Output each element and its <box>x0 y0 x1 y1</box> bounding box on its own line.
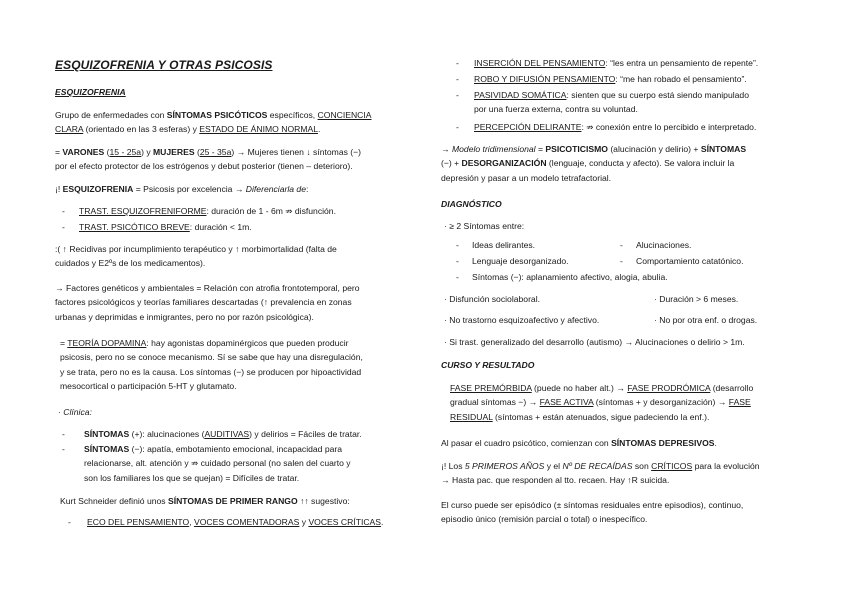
phases-paragraph: FASE PREMÓRBIDA (puede no haber alt.) → FASE PRODRÓMICA (desarrollo gradual síntomas −) → FASE ACTIVA (síntomas + y desorganización) → FASE RESIDUAL (síntomas + están atenuados, sigue padeciendo la enf.). <box>450 383 754 422</box>
dopamine-paragraph: = TEORÍA DOPAMINA: hay agonistas dopaminérgicos que pueden producir psicosis, pero no se conoce mecanismo. Sí se sabe que hay una disregulación, y se trata, pero no es la causa. Los síntomas (−) se producen por hipoactividad mesocortical o participación 5-HT y glutamato. <box>60 338 363 392</box>
section-heading-curso: CURSO Y RESULTADO <box>441 360 535 370</box>
section-heading-esquizofrenia: ESQUIZOFRENIA <box>55 87 126 97</box>
relapse-paragraph: :( ↑ Recidivas por incumplimiento terapéutico y ↑ morbimortalidad (falta de cuidados y E2ºs de los medicamentos). <box>55 244 337 269</box>
episodic-paragraph: El curso puede ser episódico (± síntomas residuales entre episodios), continuo, episodio único (remisión parcial o total) o inespecífico. <box>441 500 744 525</box>
factors-paragraph: → Factores genéticos y ambientales = Relación con atrofia frontotemporal, pero factores psicológicos y teorías familiares descartadas (↑ prevalencia en zonas urbanas y deprimidas e inmigrantes, pero no por razón psicológica). <box>55 283 360 322</box>
clinic-label: · Clínica: <box>58 407 92 417</box>
model-paragraph: → Modelo tridimensional = PSICOTICISMO (alucinación y delirio) + SÍNTOMAS (−) + DESORGANIZACIÓN (lenguaje, conducta y afecto). Se valora incluir la depresión y pasar a un modelo tetrafactorial. <box>441 144 747 183</box>
document-page: ESQUIZOFRENIA Y OTRAS PSICOSIS ESQUIZOFRENIA Grupo de enfermedades con SÍNTOMAS PSICÓTICOS específicos, CONCIENCIA CLARA (orientado en las 3 esferas) y ESTADO DE ÁNIMO NORMAL. = VARONES (15 - 25a) y MUJERES (25 - 35a) → Mujeres tienen ↓ síntomas (−) por el efecto protector de los estrógenos y debut posterior (tienen – deterioro). ¡! ESQUIZOFRENIA = Psicosis por excelencia → Diferenciarla de: - TRAST. ESQUIZOFRENIFORME: duración de 1 - 6m ⇏ disfunción. - TRAST. PSICÓTICO BREVE: duración < 1m. :( ↑ Recidivas por incumplimiento terapéutico y ↑ morbimortalidad (falta de cuidados y E2ºs de los medicamentos). → Factores genéticos y ambientales = Relación con atrofia frontotemporal, pero factores psicológicos y teorías familiares descartadas (↑ prevalencia en zonas urbanas y deprimidas e inmigrantes, pero no por razón psicológica). = TEORÍA DOPAMINA: hay agonistas dopaminérgicos que pueden producir psicosis, pero no se conoce mecanismo. Sí se sabe que hay una disregulación, y se trata, pero no es la causa. Los síntomas (−) se producen por hipoactividad mesocortical o participación 5-HT y glutamato. · Clínica: - SÍNTOMAS (+): alucinaciones (AUDITIVAS) y delirios = Fáciles de tratar. - SÍNTOMAS (−): apatía, embotamiento emocional, incapacidad para relacionarse, alt. atención y ⇏ cuidado personal (no salen del cuarto y son los familiares los que se quejan) = Difíciles de tratar. Kurt Schneider definió unos SÍNTOMAS DE PRIMER RANGO ↑↑ sugestivo: - ECO DEL PENSAMIENTO, VOCES COMENTADORAS y VOCES CRÍTICAS. - INSERCIÓN DEL PENSAMIENTO: “les entra un pensamiento de repente”. - ROBO Y DIFUSIÓN PENSAMIENTO: “me han robado el pensamiento”. - PASIVIDAD SOMÁTICA: sienten que su cuerpo está siendo manipulado por una fuerza externa, contra su voluntad. - PERCEPCIÓN DELIRANTE: ⇏ conexión entre lo percibido e interpretado. → Modelo tridimensional = PSICOTICISMO (alucinación y delirio) + SÍNTOMAS (−) + DESORGANIZACIÓN (lenguaje, conducta y afecto). Se valora incluir la depresión y pasar a un modelo tetrafactorial. DIAGNÓSTICO · ≥ 2 Síntomas entre: - Ideas delirantes. - Lenguaje desorganizado. - Síntomas (−): aplanamiento afectivo, alogia, abulia. - Alucinaciones. - Comportamiento catatónico. · Disfunción sociolaboral. · No trastorno esquizoafectivo y afectivo. · Duración > 6 meses. · No por otra enf. o drogas. · Si trast. generalizado del desarrollo (autismo) → Alucinaciones o delirio > 1m. CURSO Y RESULTADO FASE PREMÓRBIDA (puede no haber alt.) → FASE PRODRÓMICA (desarrollo gradual síntomas −) → FASE ACTIVA (síntomas + y desorganización) → FASE RESIDUAL (síntomas + están atenuados, sigue padeciendo la enf.). Al pasar el cuadro psicótico, comienzan con SÍNTOMAS DEPRESIVOS. ¡! Los 5 PRIMEROS AÑOS y el Nº DE RECAÍDAS son CRÍTICOS para la evolución → Hasta pac. que responden al tto. recaen. Hay ↑R suicida. El curso puede ser episódico (± síntomas residuales entre episodios), continuo, episodio único (remisión parcial o total) o inespecífico. <box>0 0 848 599</box>
autism-line: · Si trast. generalizado del desarrollo (autismo) → Alucinaciones o delirio > 1m. <box>444 337 745 347</box>
section-heading-diagnostico: DIAGNÓSTICO <box>441 199 502 209</box>
critical-paragraph: ¡! Los 5 PRIMEROS AÑOS y el Nº DE RECAÍDAS son CRÍTICOS para la evolución → Hasta pac. que responden al tto. recaen. Hay ↑R suicida. <box>441 461 760 486</box>
criteria-extra-left-2: · No trastorno esquizoafectivo y afectivo. <box>444 315 600 325</box>
excellence-line: ¡! ESQUIZOFRENIA = Psicosis por excelencia → Diferenciarla de: <box>55 184 309 194</box>
criteria-extra-right-1: · Duración > 6 meses. <box>654 294 739 304</box>
sex-paragraph: = VARONES (15 - 25a) y MUJERES (25 - 35a) → Mujeres tienen ↓ síntomas (−) por el efecto protector de los estrógenos y debut posterior (tienen – deterioro). <box>55 147 362 172</box>
depressive-line: Al pasar el cuadro psicótico, comienzan con SÍNTOMAS DEPRESIVOS. <box>441 438 717 448</box>
criteria-extra-left-1: · Disfunción sociolaboral. <box>444 294 541 304</box>
criteria-intro: · ≥ 2 Síntomas entre: <box>444 221 525 231</box>
intro-paragraph: Grupo de enfermedades con SÍNTOMAS PSICÓTICOS específicos, CONCIENCIA CLARA (orientado en las 3 esferas) y ESTADO DE ÁNIMO NORMAL. <box>55 110 372 135</box>
document-title: ESQUIZOFRENIA Y OTRAS PSICOSIS <box>55 58 273 72</box>
criteria-extra-right-2: · No por otra enf. o drogas. <box>654 315 758 325</box>
schneider-line: Kurt Schneider definió unos SÍNTOMAS DE PRIMER RANGO ↑↑ sugestivo: <box>60 496 350 506</box>
